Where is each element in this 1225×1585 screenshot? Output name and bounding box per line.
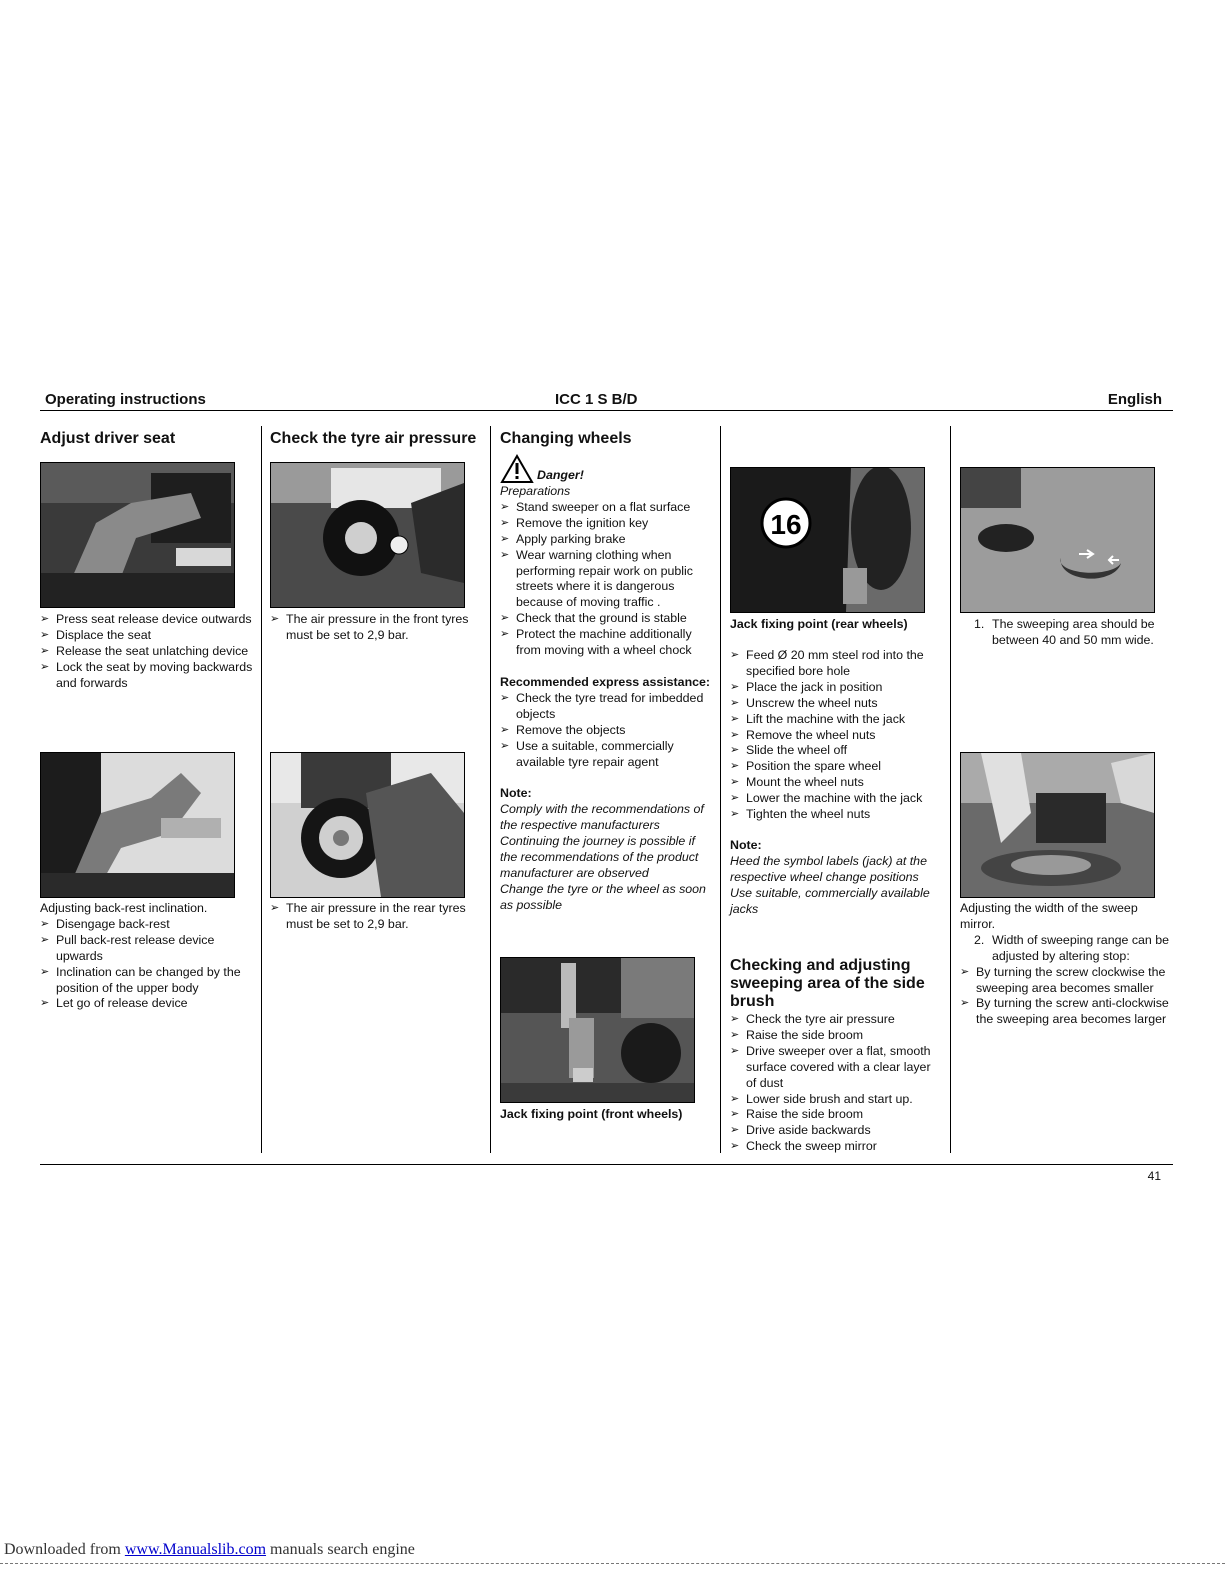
- front-tyre-list: [270, 612, 482, 644]
- footer-rule: [40, 1164, 1173, 1165]
- list-item: ➢ Lower side brush and start up.: [730, 1092, 942, 1108]
- section-title: Adjust driver seat: [40, 430, 176, 447]
- download-prefix: Downloaded from: [4, 1541, 125, 1558]
- list-item: ➢ Remove the wheel nuts: [730, 728, 942, 744]
- wheel-change-list: [730, 648, 942, 823]
- note-text: Heed the symbol labels (jack) at the respective wheel change positions Use suitable, commercially available jacks: [730, 854, 930, 916]
- list-item: ➢ Check that the ground is stable: [500, 611, 712, 627]
- rear-jack-photo: [730, 467, 925, 613]
- sweep-area-photo: [960, 467, 1155, 613]
- list-item: ➢ Disengage back-rest: [40, 917, 254, 933]
- preparations-list: [500, 500, 712, 659]
- back-rest-caption: Adjusting back-rest inclination.: [40, 901, 208, 915]
- list-item: ➢ Let go of release device: [40, 996, 254, 1012]
- list-item: ➢ Remove the ignition key: [500, 516, 712, 532]
- back-rest-list: [40, 917, 254, 1012]
- list-item: ➢ Mount the wheel nuts: [730, 775, 942, 791]
- header-rule: [40, 410, 1173, 411]
- step-text: Width of sweeping range can be adjusted by altering stop:: [992, 932, 1170, 963]
- list-item: ➢ Place the jack in position: [730, 680, 942, 696]
- recommended-list: [500, 691, 712, 771]
- list-item: ➢ Press seat release device outwards: [40, 612, 254, 628]
- note-line: Change the tyre or the wheel as soon as possible: [500, 881, 706, 912]
- list-item: ➢ Feed Ø 20 mm steel rod into the specified bore hole: [730, 648, 942, 680]
- list-item: ➢ By turning the screw clockwise the sweeping area becomes smaller: [960, 965, 1172, 997]
- note-line: Comply with the recommendations of the respective manufacturers: [500, 802, 704, 833]
- column-adjust-seat: [40, 430, 254, 1011]
- front-jack-caption: Jack fixing point (front wheels): [500, 1107, 683, 1121]
- header-left: Operating instructions: [45, 391, 206, 408]
- list-item: ➢ Displace the seat: [40, 628, 254, 644]
- warning-icon: [500, 454, 534, 484]
- front-tyre-photo: [270, 462, 465, 608]
- list-item: ➢ Raise the side broom: [730, 1107, 942, 1123]
- manualslib-link[interactable]: www.Manualslib.com: [124, 1541, 267, 1558]
- list-item: ➢ Unscrew the wheel nuts: [730, 696, 942, 712]
- section-title: Checking and adjusting sweeping area of the side brush: [730, 957, 925, 1010]
- list-item: ➢ By turning the screw anti-clockwise the sweeping area becomes larger: [960, 996, 1172, 1028]
- sweep-step-1: [960, 617, 1172, 649]
- download-suffix: manuals search engine: [266, 1541, 415, 1558]
- list-item: ➢ Raise the side broom: [730, 1028, 942, 1044]
- rear-tyre-photo: [270, 752, 465, 898]
- list-item: ➢ Lower the machine with the jack: [730, 791, 942, 807]
- download-note: [4, 1541, 415, 1559]
- list-item: ➢ Wear warning clothing when performing repair work on public streets where it is dangerous because of moving traffic .: [500, 548, 712, 612]
- list-item: ➢ Slide the wheel off: [730, 743, 942, 759]
- bottom-dotted-line: [0, 1563, 1225, 1564]
- section-title: Check the tyre air pressure: [270, 430, 477, 447]
- list-item: ➢ Apply parking brake: [500, 532, 712, 548]
- list-item: ➢ Remove the objects: [500, 723, 712, 739]
- list-item: ➢ The air pressure in the front tyres must be set to 2,9 bar.: [270, 612, 482, 644]
- list-item: ➢ Lift the machine with the jack: [730, 712, 942, 728]
- list-item: ➢ Check the tyre tread for imbedded objects: [500, 691, 712, 723]
- front-jack-photo: [500, 957, 695, 1103]
- list-item: ➢ Lock the seat by moving backwards and forwards: [40, 660, 254, 692]
- list-item: ➢ Check the sweep mirror: [730, 1139, 942, 1155]
- sign-number: 16: [770, 509, 802, 540]
- column-divider: [490, 426, 491, 1153]
- section-title: Changing wheels: [500, 430, 632, 447]
- preparations-label: Preparations: [500, 484, 571, 498]
- column-divider: [720, 426, 721, 1153]
- sweep-step-2: [960, 933, 1172, 965]
- note-title: Note:: [500, 786, 532, 801]
- rear-jack-caption: Jack fixing point (rear wheels): [730, 617, 908, 631]
- sweep-check-list: [730, 1012, 942, 1155]
- list-item: ➢ Tighten the wheel nuts: [730, 807, 942, 823]
- column-divider: [261, 426, 262, 1153]
- list-item: ➢ Drive sweeper over a flat, smooth surface covered with a clear layer of dust: [730, 1044, 942, 1092]
- column-divider: [950, 426, 951, 1153]
- rear-tyre-list: [270, 901, 482, 933]
- list-item: ➢ Protect the machine additionally from moving with a wheel chock: [500, 627, 712, 659]
- list-item: ➢ Use a suitable, commercially available tyre repair agent: [500, 739, 712, 771]
- list-item: ➢ Pull back-rest release device upwards: [40, 933, 254, 965]
- sweep-mirror-caption: Adjusting the width of the sweep mirror.: [960, 901, 1138, 931]
- step-text: The sweeping area should be between 40 and 50 mm wide.: [992, 617, 1155, 647]
- column-changing-wheels: [500, 430, 712, 1121]
- list-item: ➢ Position the spare wheel: [730, 759, 942, 775]
- step-number: 1.: [974, 617, 985, 631]
- screw-list: [960, 965, 1172, 1029]
- list-item: ➢ Stand sweeper on a flat surface: [500, 500, 712, 516]
- seat-release-photo: [40, 462, 235, 608]
- list-item: ➢ Release the seat unlatching device: [40, 644, 254, 660]
- page-number: 41: [1147, 1169, 1161, 1183]
- list-item: ➢ Inclination can be changed by the position of the upper body: [40, 965, 254, 997]
- danger-label: Danger!: [537, 468, 584, 482]
- sweep-mirror-photo: [960, 752, 1155, 898]
- note-line: Continuing the journey is possible if the recommendations of the product manufacturer are observed: [500, 834, 699, 880]
- list-item: ➢ The air pressure in the rear tyres must be set to 2,9 bar.: [270, 901, 482, 933]
- step-number: 2.: [974, 932, 985, 947]
- back-rest-photo: [40, 752, 235, 898]
- recommended-title: Recommended express assistance:: [500, 674, 711, 689]
- note-title: Note:: [730, 838, 762, 852]
- list-item: ➢ Check the tyre air pressure: [730, 1012, 942, 1028]
- column-tyre-pressure: [270, 430, 482, 931]
- seat-steps-list: [40, 612, 254, 692]
- header-center: ICC 1 S B/D: [555, 391, 638, 408]
- header-right: English: [1107, 391, 1162, 408]
- list-item: ➢ Drive aside backwards: [730, 1123, 942, 1139]
